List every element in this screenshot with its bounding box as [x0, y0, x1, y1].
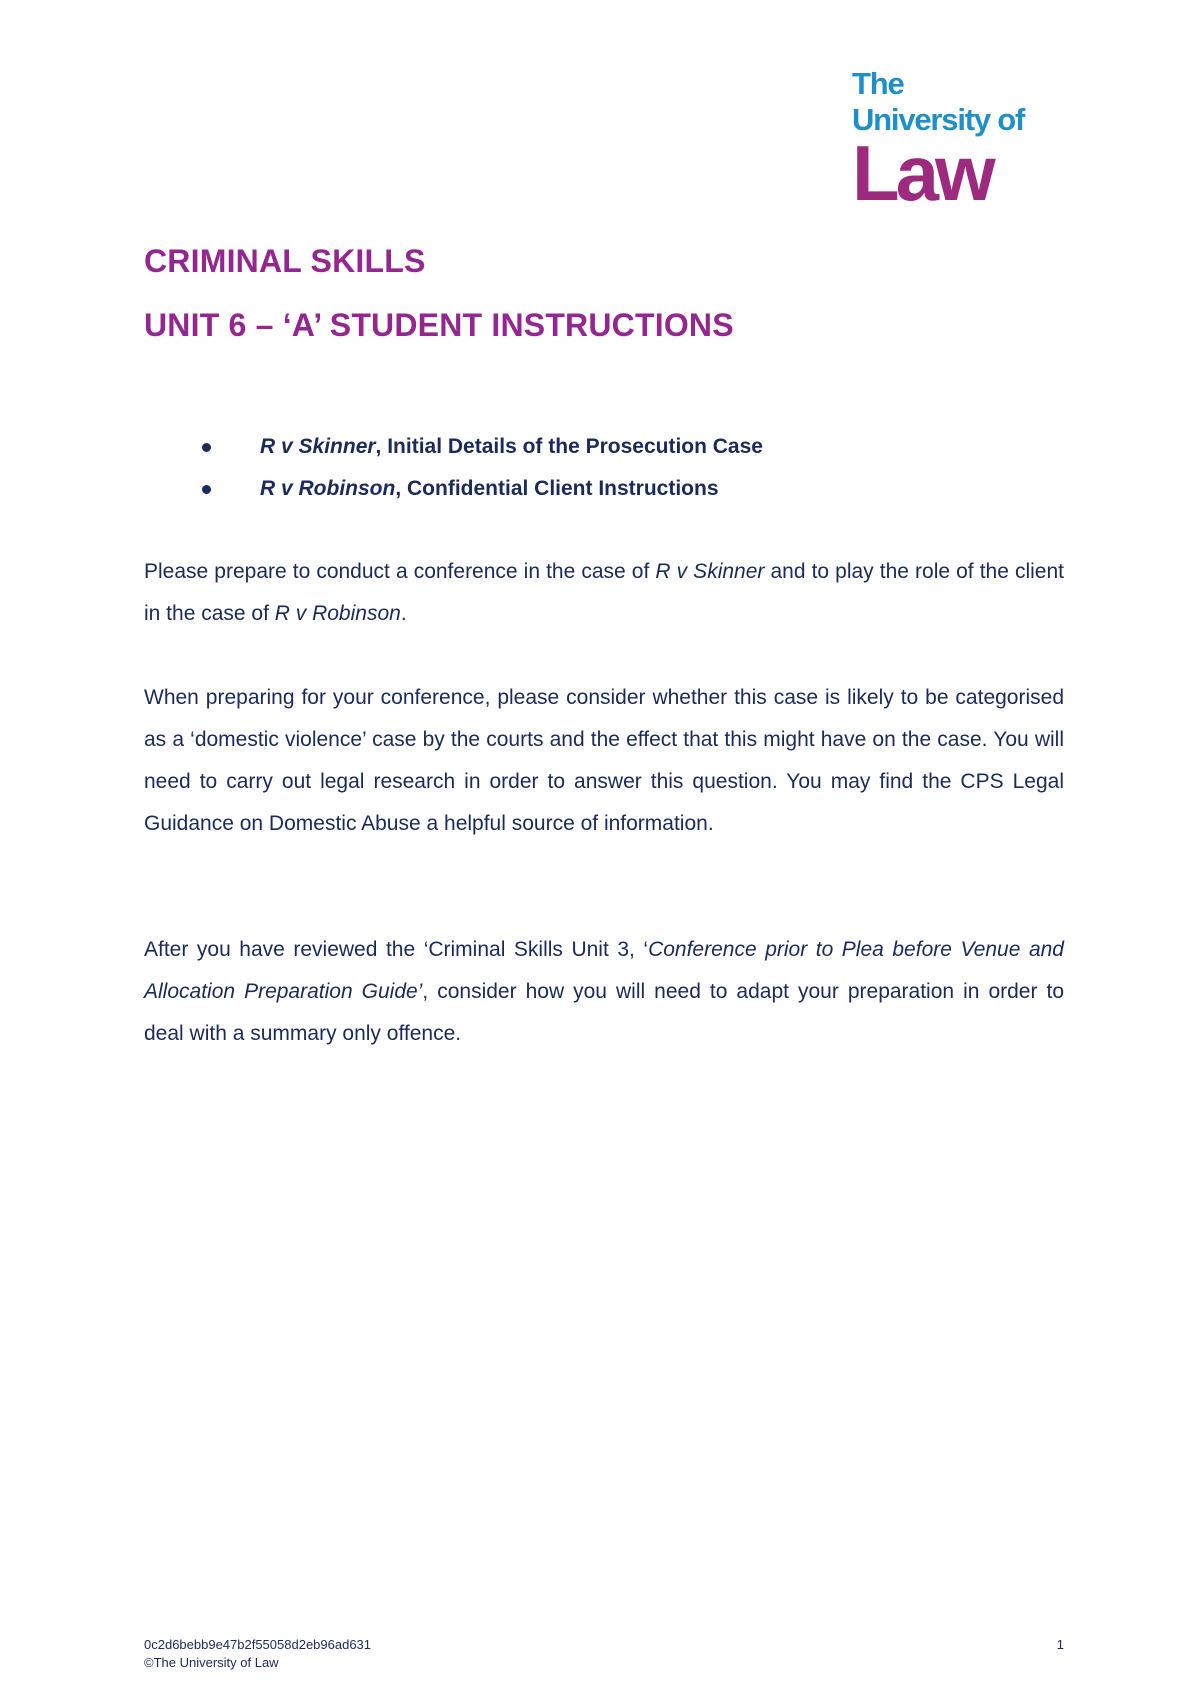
paragraph-text: Please prepare to conduct a conference in the case of [144, 560, 656, 583]
research-paragraph: When preparing for your conference, please consider whether this case is likely to be categorised as a ‘domestic violence’ case by the courts and the effect that this might have on the case. You will need to carry out legal research in order to answer this question. You may find the CPS Legal Guidance on Domestic Abuse a helpful source of information. [144, 686, 1064, 835]
preparation-paragraph [144, 929, 1064, 1055]
logo-text-the: The [852, 66, 904, 101]
document-title: CRIMINAL SKILLS [144, 243, 426, 279]
logo-text-university-of: University of [852, 102, 1025, 137]
paragraph-text: and to play the role of the client in the case of [144, 560, 1064, 625]
case-name: R v Skinner [655, 560, 765, 583]
guide-title: Conference prior to Plea before Venue and Allocation Preparation Guide’ [144, 938, 1064, 1003]
page-footer [144, 1636, 1064, 1672]
bullet-icon [202, 443, 211, 452]
paragraph-text: After you have reviewed the ‘Criminal Skills Unit 3, ‘ [144, 938, 649, 961]
list-item [144, 468, 1064, 510]
case-name: R v Robinson [274, 602, 401, 625]
copyright-notice: ©The University of Law [144, 1655, 279, 1670]
document-id: 0c2d6bebb9e47b2f55058d2eb96ad631 [144, 1637, 372, 1652]
case-name: R v Skinner [260, 435, 376, 458]
paragraph-text: , consider how you will need to adapt your preparation in order to deal with a summary only offence. [144, 980, 1064, 1045]
list-item [144, 426, 1064, 468]
case-list [144, 426, 1064, 510]
bullet-icon [202, 485, 211, 494]
case-description: , Confidential Client Instructions [395, 477, 719, 500]
instructions-paragraph [144, 551, 1064, 635]
case-name: R v Robinson [260, 477, 396, 500]
case-description: , Initial Details of the Prosecution Case [375, 435, 763, 458]
page-number: 1 [1056, 1637, 1064, 1652]
document-subtitle: UNIT 6 – ‘A’ STUDENT INSTRUCTIONS [144, 307, 734, 343]
logo-text-law: Law [852, 129, 992, 217]
paragraph-text: . [400, 602, 407, 625]
university-logo [852, 66, 1032, 217]
